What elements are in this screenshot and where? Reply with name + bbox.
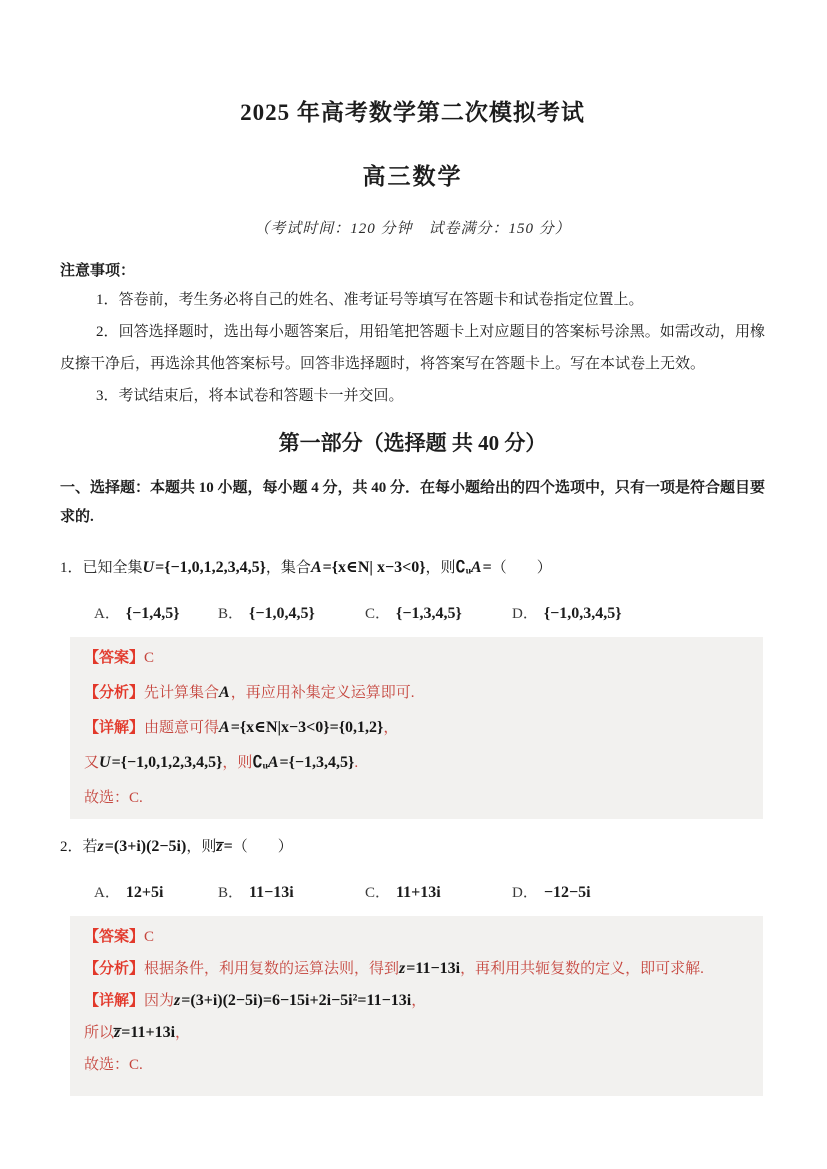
math-fragment: U bbox=[142, 559, 155, 576]
option-value: {−1,0,3,4,5} bbox=[543, 605, 622, 622]
math-fragment: U bbox=[99, 754, 111, 771]
option-letter: D． bbox=[512, 885, 538, 901]
text-fragment: ，再利用共轭复数的定义，即可求解. bbox=[460, 961, 704, 977]
detail-line bbox=[84, 990, 749, 1012]
option-value: −12−5i bbox=[543, 884, 591, 901]
conclusion-line bbox=[84, 787, 749, 809]
math-fragment: A bbox=[310, 559, 322, 576]
exam-title: 2025 年高考数学第二次模拟考试 bbox=[240, 100, 585, 125]
text-fragment: . bbox=[354, 755, 359, 771]
text-fragment: （ ） bbox=[232, 839, 293, 855]
math-fragment: ={x∈N| x−3<0} bbox=[322, 559, 426, 576]
option-letter: C． bbox=[365, 885, 391, 901]
math-fragment: ∁ᵤ bbox=[252, 754, 268, 771]
answer-line bbox=[84, 647, 749, 669]
answer-section-label: 【分析】 bbox=[84, 961, 145, 977]
text-fragment: C bbox=[144, 650, 155, 666]
option-value: 11−13i bbox=[249, 884, 294, 901]
exam-info-line: （考试时间：120 分钟 试卷满分：150 分） bbox=[254, 221, 571, 237]
math-fragment: A bbox=[219, 684, 230, 701]
text-fragment: ，则 bbox=[186, 839, 217, 855]
part1-intro: 一、选择题：本题共 10 小题，每小题 4 分，共 40 分．在每小题给出的四个选项中，只有一项是符合题目要求的. bbox=[60, 480, 766, 525]
text-fragment: ，则 bbox=[425, 560, 456, 576]
analysis-line bbox=[84, 958, 749, 980]
text-fragment: ，集合 bbox=[265, 560, 311, 576]
math-fragment: z̅ bbox=[114, 1024, 121, 1041]
question-1-options bbox=[60, 602, 765, 623]
detail-line bbox=[84, 717, 749, 739]
question-1-answer-block bbox=[70, 637, 763, 819]
math-fragment: =11+13i bbox=[121, 1024, 176, 1041]
text-fragment: 因为 bbox=[144, 993, 175, 1009]
math-fragment: ∁ᵤ bbox=[455, 559, 471, 576]
exam-document-page bbox=[0, 94, 827, 1169]
answer-section-label: 【详解】 bbox=[84, 720, 145, 736]
text-fragment: 故选：C. bbox=[84, 790, 143, 806]
option-letter: C． bbox=[365, 606, 391, 622]
notice-item-2: 2．回答选择题时，选出每小题答案后，用铅笔把答题卡上对应题目的答案标号涂黑。如需改动，用橡皮擦干净后，再选涂其他答案标号。回答非选择题时，将答案写在答题卡上。写在本试卷上无效。 bbox=[60, 324, 765, 372]
text-fragment: 故选：C. bbox=[84, 1057, 143, 1073]
math-fragment: z̅ bbox=[216, 838, 223, 855]
option-value: 12+5i bbox=[125, 884, 164, 901]
text-fragment: ， bbox=[383, 720, 399, 736]
text-fragment: 根据条件，利用复数的运算法则，得到 bbox=[144, 961, 400, 977]
part1-heading: 第一部分（选择题 共 40 分） bbox=[278, 431, 547, 455]
text-fragment: ，则 bbox=[222, 755, 253, 771]
math-fragment: z bbox=[97, 838, 104, 855]
question-2-option-d bbox=[512, 881, 591, 902]
option-value: {−1,3,4,5} bbox=[396, 605, 462, 622]
text-fragment: ，再应用补集定义运算即可. bbox=[230, 685, 415, 701]
conclusion-line bbox=[84, 1054, 749, 1076]
math-fragment: = bbox=[223, 838, 233, 855]
text-fragment: 所以 bbox=[84, 1025, 115, 1041]
answer-section-label: 【分析】 bbox=[84, 685, 145, 701]
option-value: {−1,4,5} bbox=[125, 605, 180, 622]
option-value: 11+13i bbox=[396, 884, 441, 901]
question-1-option-a bbox=[94, 602, 218, 623]
notice-item-1: 1．答卷前，考生务必将自己的姓名、准考证号等填写在答题卡和试卷指定位置上。 bbox=[96, 292, 644, 308]
analysis-line bbox=[84, 682, 749, 704]
answer-section-label: 【答案】 bbox=[84, 929, 145, 945]
text-fragment: 先计算集合 bbox=[144, 685, 220, 701]
question-1-option-b bbox=[218, 602, 365, 623]
notice-heading: 注意事项： bbox=[60, 263, 136, 279]
question-2-stem bbox=[60, 836, 765, 858]
math-fragment: ={−1,0,1,2,3,4,5} bbox=[111, 754, 223, 771]
option-letter: A． bbox=[94, 885, 120, 901]
math-fragment: = bbox=[482, 559, 492, 576]
exam-subtitle: 高三数学 bbox=[362, 164, 463, 189]
math-fragment: A bbox=[267, 754, 279, 771]
option-letter: A． bbox=[94, 606, 120, 622]
math-fragment: =11−13i bbox=[406, 960, 461, 977]
text-fragment: 由题意可得 bbox=[144, 720, 220, 736]
text-fragment: C bbox=[144, 929, 155, 945]
math-fragment: ={x∈N|x−3<0}={0,1,2} bbox=[230, 719, 384, 736]
math-fragment: ={−1,0,1,2,3,4,5} bbox=[155, 559, 266, 576]
answer-line bbox=[84, 926, 749, 948]
text-fragment: 又 bbox=[84, 755, 100, 771]
math-fragment: =(3+i)(2−5i) bbox=[104, 838, 187, 855]
question-2-option-b bbox=[218, 881, 365, 902]
answer-section-label: 【答案】 bbox=[84, 650, 145, 666]
math-fragment: z bbox=[399, 960, 406, 977]
notice-item-3: 3．考试结束后，将本试卷和答题卡一并交回。 bbox=[96, 388, 404, 404]
detail-line bbox=[84, 1022, 749, 1044]
math-fragment: =(3+i)(2−5i)=6−15i+2i−5i²=11−13i bbox=[181, 992, 412, 1009]
text-fragment: 1．已知全集 bbox=[60, 560, 143, 576]
math-fragment: z bbox=[174, 992, 181, 1009]
question-1-option-d bbox=[512, 602, 622, 623]
text-fragment: 2．若 bbox=[60, 839, 98, 855]
option-value: {−1,0,4,5} bbox=[249, 605, 315, 622]
text-fragment: ， bbox=[175, 1025, 191, 1041]
question-2-options bbox=[60, 881, 765, 902]
math-fragment: A bbox=[470, 559, 482, 576]
question-2-option-c bbox=[365, 881, 512, 902]
question-1-stem bbox=[60, 557, 765, 579]
math-fragment: ={−1,3,4,5} bbox=[279, 754, 355, 771]
math-fragment: A bbox=[219, 719, 230, 736]
question-1-option-c bbox=[365, 602, 512, 623]
option-letter: B． bbox=[218, 606, 244, 622]
answer-section-label: 【详解】 bbox=[84, 993, 145, 1009]
question-2-option-a bbox=[94, 881, 218, 902]
question-2-answer-block bbox=[70, 916, 763, 1096]
option-letter: D． bbox=[512, 606, 538, 622]
text-fragment: （ ） bbox=[491, 560, 552, 576]
text-fragment: ， bbox=[411, 993, 427, 1009]
detail-line bbox=[84, 752, 749, 774]
option-letter: B． bbox=[218, 885, 244, 901]
